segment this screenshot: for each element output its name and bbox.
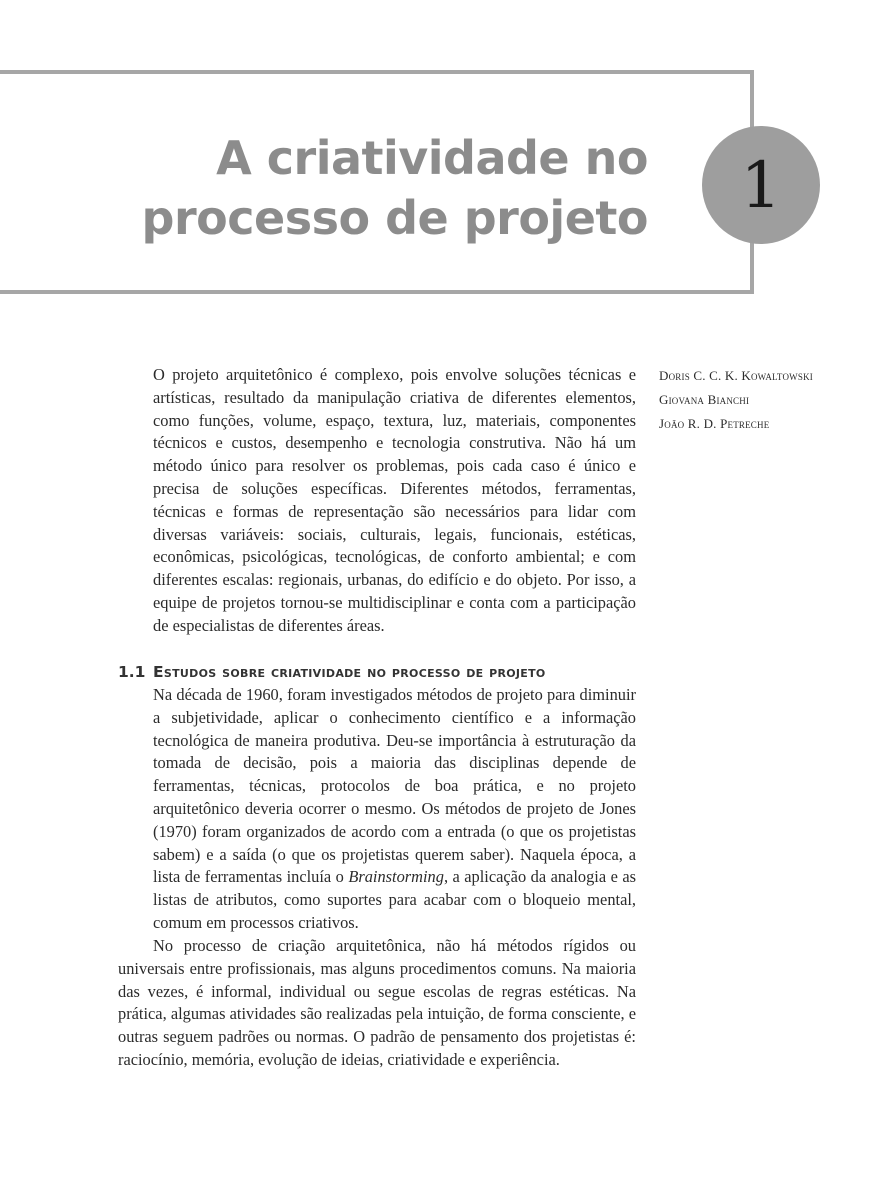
author-name: Giovana Bianchi <box>659 392 750 407</box>
chapter-title-line-1: A criatividade no <box>216 131 648 185</box>
section-title: Estudos sobre criatividade no processo de projeto <box>153 663 546 681</box>
section-heading <box>118 660 546 684</box>
author-list <box>659 364 879 436</box>
paragraph-text: , a aplicação da analogia e as listas de atributos, como suportes para acabar com o bloqueio mental, comum em processos criativos. <box>153 867 636 932</box>
intro-paragraph: O projeto arquitetônico é complexo, pois envolve soluções técnicas e artísticas, resultado da manipulação criativa de diferentes elementos, como funções, volume, espaço, textura, luz, materiais, componentes técnicos e custos, desempenho e tecnologia construtiva. Não há um método único para resolver os problemas, pois cada caso é único e precisa de soluções específicas. Diferentes métodos, ferramentas, técnicas e formas de representação são necessários para lidar com diversas variáveis: sociais, culturais, legais, funcionais, estéticas, econômicas, psicológicas, tecnológicas, de conforto ambiental; e com diferentes escalas: regionais, urbanas, do edifício e do objeto. Por isso, a equipe de projetos tornou-se multidisciplinar e conta com a participação de especialistas de diferentes áreas. <box>153 365 636 635</box>
author-name: João R. D. Petreche <box>659 416 770 431</box>
author-name: Doris C. C. K. Kowaltowski <box>659 368 813 383</box>
chapter-title <box>142 128 648 248</box>
section-paragraph-2: No processo de criação arquitetônica, não há métodos rígidos ou universais entre profissionais, mas alguns procedimentos comuns. Na maioria das vezes, é informal, individual ou segue escolas de regras estéticas. Na prática, algumas atividades são realizadas pela intuição, de forma consciente, e outras seguem padrões ou normas. O padrão de pensamento dos projetistas é: raciocínio, memória, evolução de ideias, criatividade e experiência. <box>118 936 636 1069</box>
chapter-number-badge <box>702 126 820 244</box>
italic-term: Brainstorming <box>348 867 444 887</box>
chapter-title-line-2: processo de projeto <box>141 191 648 245</box>
paragraph-text: Na década de 1960, foram investigados métodos de projeto para diminuir a subjetividade, aplicar o conhecimento científico e a informação tecnológica de maneira produtiva. Deu-se importância à estruturação da tomada de decisão, pois a maioria das disciplinas depende de ferramentas, técnicas, protocolos de boa prática, e no projeto arquitetônico deveria ocorrer o mesmo. Os métodos de projeto de Jones (1970) foram organizados de acordo com a entrada (o que os projetistas sabem) e a saída (o que os projetistas querem saber). Naquela época, a lista de ferramentas incluía o <box>153 685 636 887</box>
section-paragraph-1 <box>153 684 636 935</box>
section-number: 1.1 <box>118 663 146 681</box>
chapter-number: 1 <box>740 149 782 223</box>
